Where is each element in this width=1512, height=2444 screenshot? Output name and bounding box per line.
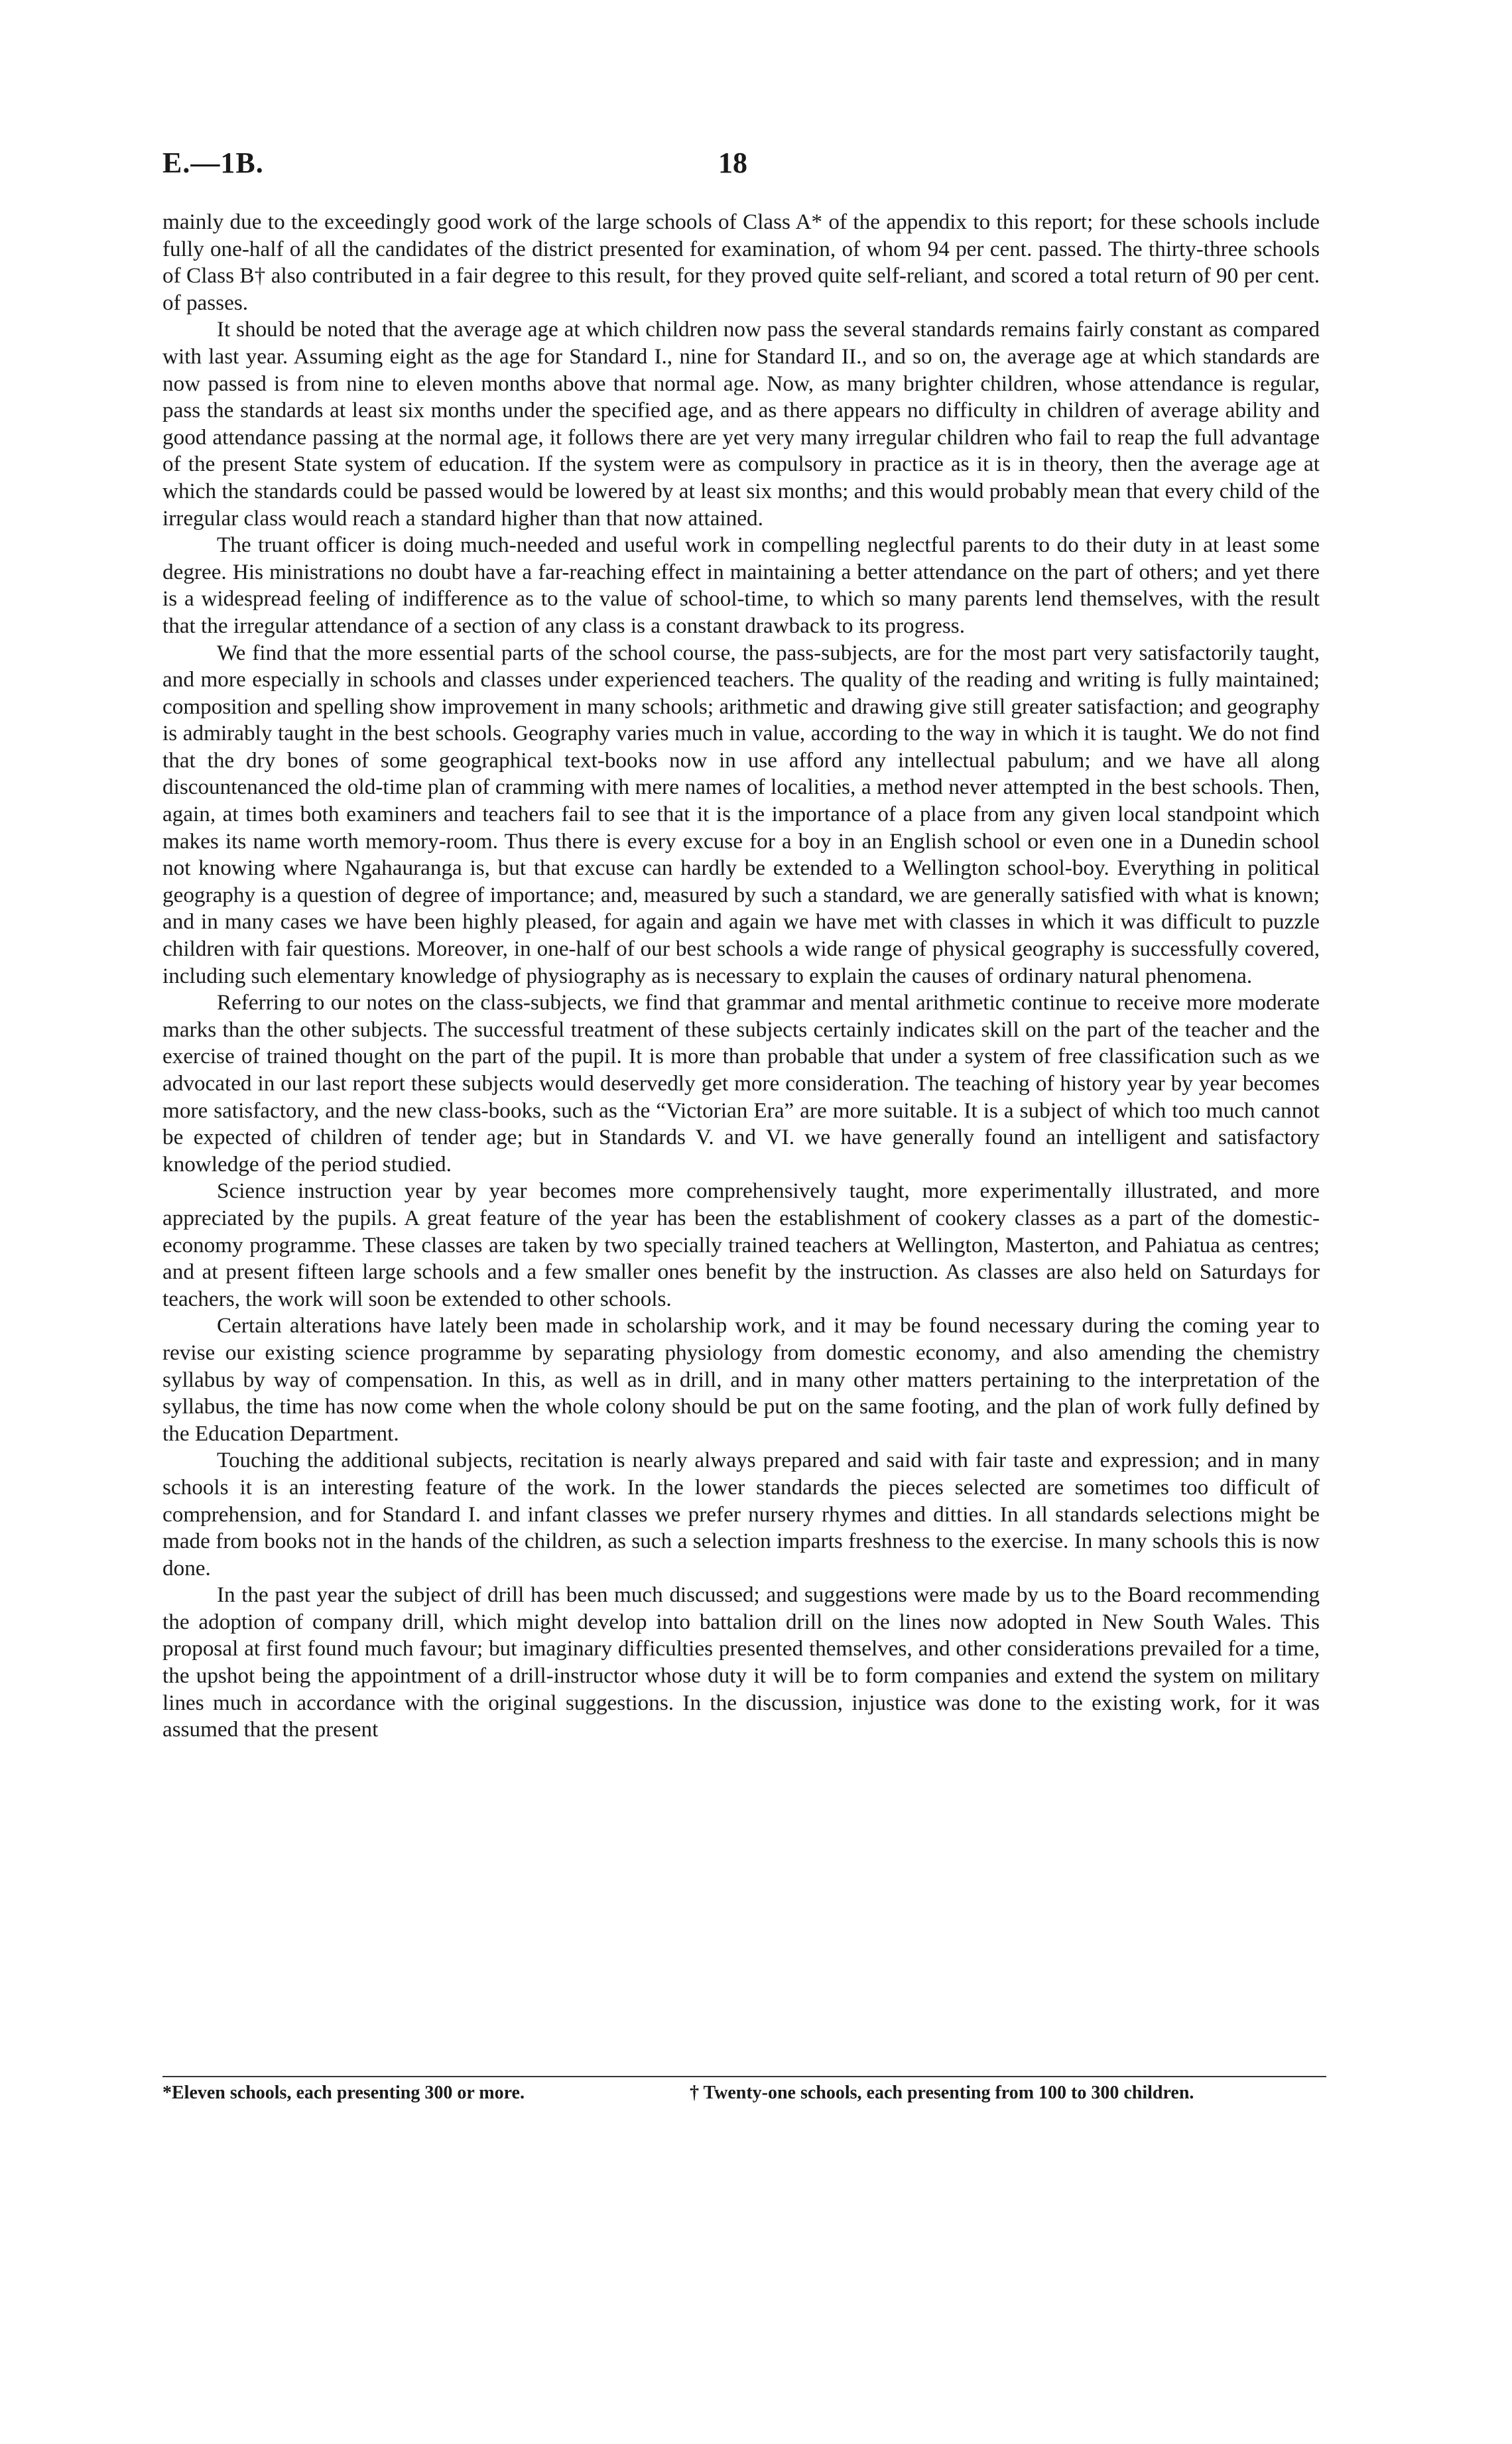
paragraph-science: Science instruction year by year becomes more comprehensively taught, more experimentally illustrated, and more appreciated by the pupils. A great feature of the year has been the establishment of cookery classes as a part of the domestic-economy programme. These classes are taken by two specially trained teachers at Wellington, Masterton, and Pahiatua as centres; and at present fifteen large schools and a few smaller ones benefit by the instruction. As classes are also held on Saturdays for teachers, the work will soon be extended to other schools. — [162, 1179, 1320, 1311]
page-number: 18 — [718, 147, 747, 179]
document-reference: E.—1B. — [162, 147, 264, 179]
report-body — [162, 209, 1320, 1744]
page-header — [162, 146, 1326, 192]
footnote-class-a: *Eleven schools, each presenting 300 or more. — [162, 2083, 525, 2103]
paragraph-class-subjects: Referring to our notes on the class-subjects, we find that grammar and mental arithmetic continue to receive more moderate marks than the other subjects. The successful treatment of these subjects certainly indicates skill on the part of the teacher and the exercise of trained thought on the part of the pupil. It is more than probable that under a system of free classification such as we advocated in our last report these subjects would deservedly get more consideration. The teaching of history year by year becomes more satisfactory, and the new class-books, such as the “Victorian Era” are more suitable. It is a subject of which too much cannot be expected of children of tender age; but in Standards V. and VI. we have generally found an intelligent and satisfactory knowledge of the period studied. — [162, 990, 1320, 1177]
paragraph-pass-subjects: We find that the more essential parts of the school course, the pass-subjects, are for the most part very satisfactorily taught, and more especially in schools and classes under experienced teachers. The quality of the reading and writing is fully maintained; composition and spelling show improvement in many schools; arithmetic and drawing give still greater satisfaction; and geography is admirably taught in the best schools. Geography varies much in value, according to the way in which it is taught. We do not find that the dry bones of some geographical text-books now in use afford any intellectual pabulum; and we have all along discountenanced the old-time plan of cramming with mere names of localities, a method never attempted in the best schools. Then, again, at times both examiners and teachers fail to see that it is the importance of a place from any given local standpoint which makes its name worth memory-room. Thus there is every excuse for a boy in an English school or even one in a Dunedin school not knowing where Ngahauranga is, but that excuse can hardly be extended to a Wellington school-boy. Everything in political geography is a question of degree of importance; and, measured by such a standard, we are generally satisfied with what is known; and in many cases we have been highly pleased, for again and again we have met with classes in which it was difficult to puzzle children with fair questions. Moreover, in one-half of our best schools a wide range of physical geography is successfully covered, including such elementary knowledge of physiography as is necessary to explain the causes of ordinary natural phenomena. — [162, 640, 1320, 988]
paragraph-continued: mainly due to the exceedingly good work of the large schools of Class A* of the appendix to this report; for these schools include fully one-half of all the candidates of the district presented for examination, of whom 94 per cent. passed. The thirty-three schools of Class B† also contributed in a fair degree to this result, for they proved quite self-reliant, and scored a total return of 90 per cent. of passes. — [162, 210, 1320, 315]
paragraph-truant-officer: The truant officer is doing much-needed and useful work in compelling neglectful parents to do their duty in at least some degree. His ministrations no doubt have a far-reaching effect in maintaining a better attendance on the part of others; and yet there is a widespread feeling of indifference as to the value of school-time, to which so many parents lend themselves, with the result that the irregular attendance of a section of any class is a constant drawback to its progress. — [162, 533, 1320, 638]
footnote-class-b: † Twenty-one schools, each presenting from 100 to 300 children. — [690, 2083, 1194, 2103]
paragraph-average-age: It should be noted that the average age at which children now pass the several standards remains fairly constant as compared with last year. Assuming eight as the age for Standard I., nine for Standard II., and so on, the average age at which standards are now passed is from nine to eleven months above that normal age. Now, as many brighter children, whose attendance is regular, pass the standards at least six months under the specified age, and as there appears no difficulty in children of average ability and good attendance passing at the normal age, it follows there are yet very many irregular children who fail to reap the full advantage of the present State system of education. If the system were as compulsory in practice as it is in theory, then the average age at which the standards could be passed would be lowered by at least six months; and this would probably mean that every child of the irregular class would reach a standard higher than that now attained. — [162, 317, 1320, 531]
footnote-divider — [162, 2076, 1326, 2077]
paragraph-additional-subjects: Touching the additional subjects, recitation is nearly always prepared and said with fair taste and expression; and in many schools it is an interesting feature of the work. In the lower standards the pieces selected are sometimes too difficult of comprehension, and for Standard I. and infant classes we prefer nursery rhymes and ditties. In all standards selections might be made from books not in the hands of the children, as such a selection imparts freshness to the exercise. In many schools this is now done. — [162, 1448, 1320, 1580]
paragraph-drill: In the past year the subject of drill has been much discussed; and suggestions were made by us to the Board recommending the adoption of company drill, which might develop into battalion drill on the lines now adopted in New South Wales. This proposal at first found much favour; but imaginary difficulties presented themselves, and other considerations prevailed for a time, the upshot being the appointment of a drill-instructor whose duty it will be to form companies and extend the system on military lines much in accordance with the original suggestions. In the discussion, injustice was done to the existing work, for it was assumed that the present — [162, 1582, 1320, 1742]
paragraph-scholarship: Certain alterations have lately been made in scholarship work, and it may be found necessary during the coming year to revise our existing science programme by separating physiology from domestic economy, and also amending the chemistry syllabus by way of compensation. In this, as well as in drill, and in many other matters pertaining to the interpretation of the syllabus, the time has now come when the whole colony should be put on the same footing, and the plan of work fully defined by the Education Department. — [162, 1313, 1320, 1446]
